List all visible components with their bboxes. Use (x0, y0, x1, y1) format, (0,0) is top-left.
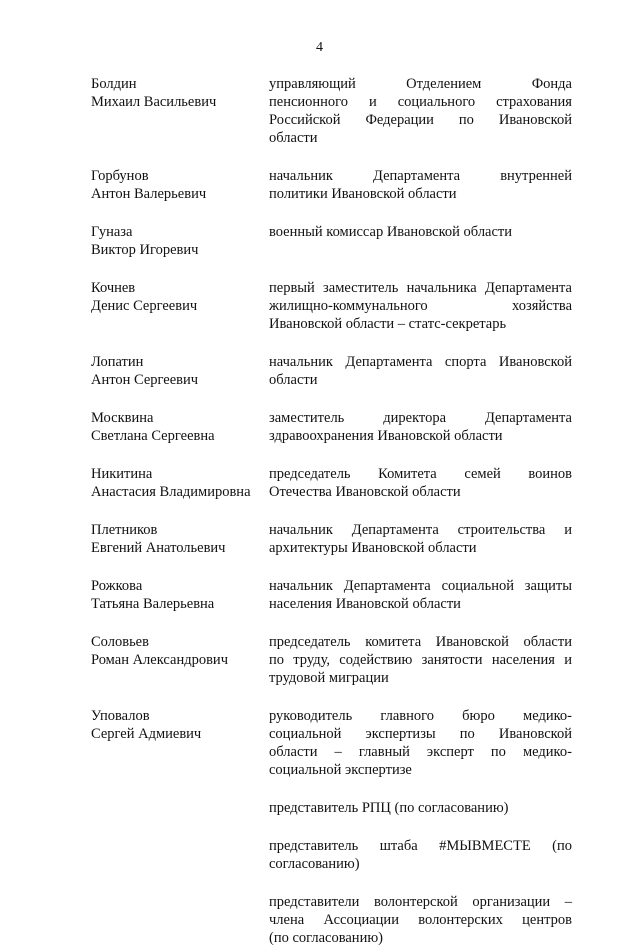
member-entry (91, 707, 572, 779)
role-word: содействию (339, 652, 413, 668)
member-surname: Гуназа (91, 224, 133, 240)
member-given-name: Антон Сергеевич (91, 372, 199, 388)
member-person (91, 279, 269, 315)
role-word: – (334, 744, 342, 760)
role-word: Комитета (378, 466, 437, 482)
role-word: внутренней (500, 168, 572, 184)
role-word: экспертизы (365, 726, 436, 742)
member-role-line: области (269, 130, 318, 146)
member-role-line (269, 279, 572, 297)
member-role-line: населения Ивановской области (269, 596, 461, 612)
role-word: по (269, 652, 285, 668)
member-entry (91, 465, 572, 501)
member-given-name: Роман Александрович (91, 652, 228, 668)
role-word: волонтерской (373, 894, 458, 910)
role-word: по (490, 744, 506, 760)
role-word: жилищно-коммунального (269, 298, 428, 314)
member-role-line (269, 651, 572, 669)
member-role-line: области (269, 372, 318, 388)
role-word: строительства (457, 522, 546, 538)
member-surname: Соловьев (91, 634, 149, 650)
member-entry (91, 409, 572, 445)
role-word: медико- (523, 708, 572, 724)
role-word: начальник (269, 522, 333, 538)
role-word: Департамента (351, 522, 439, 538)
member-role-line (269, 297, 572, 315)
member-entry (91, 223, 572, 259)
member-given-name: Сергей Адмиевич (91, 726, 202, 742)
role-word: воинов (528, 466, 572, 482)
member-role-line (269, 707, 572, 725)
member-surname: Кочнев (91, 280, 136, 296)
role-word: области (523, 634, 572, 650)
member-entry (91, 893, 572, 947)
member-person (91, 465, 269, 501)
member-role-line (269, 837, 572, 855)
role-word: Департамента (343, 578, 431, 594)
role-word: руководитель (269, 708, 353, 724)
member-person (91, 521, 269, 557)
member-given-name: Антон Валерьевич (91, 186, 207, 202)
member-role-line: здравоохранения Ивановской области (269, 428, 503, 444)
member-role-line (269, 521, 572, 539)
member-person (91, 223, 269, 259)
role-word: председатель (269, 634, 351, 650)
role-word: Ивановской (498, 354, 572, 370)
role-word: пенсионного (269, 94, 349, 110)
role-word: представитель (269, 838, 359, 854)
role-word: заместитель (269, 410, 345, 426)
role-word: волонтерских (418, 912, 503, 928)
role-word: труду, (293, 652, 331, 668)
role-word: начальник (269, 354, 333, 370)
member-surname: Уповалов (91, 708, 150, 724)
member-surname: Плетников (91, 522, 158, 538)
role-word: Ивановской (435, 634, 509, 650)
role-word: семей (464, 466, 501, 482)
member-entry (91, 633, 572, 687)
role-word: начальника (406, 280, 477, 296)
member-role-line (269, 93, 572, 111)
role-word: директора (383, 410, 447, 426)
member-person (91, 167, 269, 203)
member-role (269, 707, 572, 779)
member-given-name: Светлана Сергеевна (91, 428, 215, 444)
member-given-name: Татьяна Валерьевна (91, 596, 215, 612)
member-surname: Москвина (91, 410, 154, 426)
member-entry (91, 279, 572, 333)
member-role-line (269, 633, 572, 651)
member-given-name: Анастасия Владимировна (91, 484, 251, 500)
member-role-line: согласованию) (269, 856, 360, 872)
member-role-line (269, 75, 572, 93)
member-entry (91, 577, 572, 613)
role-word: Российской (269, 112, 341, 128)
member-role (269, 799, 572, 817)
member-entry (91, 353, 572, 389)
member-entry (91, 837, 572, 873)
role-word: главный (358, 744, 410, 760)
member-role (269, 633, 572, 687)
role-word: организации (472, 894, 551, 910)
member-role-line (269, 743, 572, 761)
member-role-line: трудовой миграции (269, 670, 389, 686)
member-surname: Горбунов (91, 168, 149, 184)
role-word: штаба (379, 838, 418, 854)
member-surname: Болдин (91, 76, 137, 92)
role-word: занятости (421, 652, 483, 668)
role-word: члена (269, 912, 305, 928)
role-word: бюро (462, 708, 495, 724)
member-person (91, 707, 269, 743)
page-number: 4 (316, 40, 323, 55)
member-surname: Лопатин (91, 354, 144, 370)
role-word: Фонда (531, 76, 572, 92)
role-word: – (564, 894, 572, 910)
role-word: эксперт (426, 744, 474, 760)
role-word: по (459, 726, 475, 742)
member-role-line: военный комиссар Ивановской области (269, 224, 513, 240)
role-word: Департамента (345, 354, 433, 370)
member-role-line (269, 725, 572, 743)
role-word: начальник (269, 168, 333, 184)
role-word: Ивановской (498, 112, 572, 128)
member-role (269, 353, 572, 389)
role-word: населения (491, 652, 555, 668)
member-role-line: (по согласованию) (269, 930, 383, 946)
role-word: и (564, 652, 572, 668)
role-word: Федерации (365, 112, 434, 128)
role-word: (по (552, 838, 572, 854)
role-word: области (269, 744, 318, 760)
role-word: социального (397, 94, 476, 110)
member-role-line: политики Ивановской области (269, 186, 457, 202)
member-role (269, 167, 572, 203)
member-surname: Рожкова (91, 578, 143, 594)
role-word: управляющий (269, 76, 356, 92)
member-person (91, 577, 269, 613)
role-word: центров (522, 912, 572, 928)
member-person (91, 633, 269, 669)
member-given-name: Евгений Анатольевич (91, 540, 226, 556)
role-word: по (458, 112, 474, 128)
role-word: заместитель (323, 280, 399, 296)
member-entry (91, 799, 572, 817)
member-surname: Никитина (91, 466, 153, 482)
role-word: #МЫВМЕСТЕ (439, 838, 531, 854)
member-role-line (269, 893, 572, 911)
member-role-line: Ивановской области – статс-секретарь (269, 316, 507, 332)
role-word: социальной (441, 578, 514, 594)
member-role-line (269, 353, 572, 371)
member-role (269, 279, 572, 333)
role-word: социальной (269, 726, 342, 742)
member-role-line (269, 167, 572, 185)
member-entry (91, 75, 572, 147)
member-role (269, 223, 572, 241)
member-role-line: Отечества Ивановской области (269, 484, 461, 500)
role-word: и (368, 94, 377, 110)
role-word: комитета (365, 634, 422, 650)
member-role (269, 75, 572, 147)
member-given-name: Михаил Васильевич (91, 94, 217, 110)
member-role-line (269, 577, 572, 595)
member-role (269, 837, 572, 873)
member-list (91, 75, 572, 947)
role-word: главного (380, 708, 434, 724)
member-role (269, 577, 572, 613)
role-word: Департамента (484, 410, 572, 426)
member-entry (91, 167, 572, 203)
member-role-line: представитель РПЦ (по согласованию) (269, 800, 509, 816)
role-word: Отделением (406, 76, 482, 92)
role-word: медико- (523, 744, 572, 760)
member-role (269, 465, 572, 501)
role-word: Ассоциации (323, 912, 399, 928)
member-entry (91, 521, 572, 557)
member-role-line (269, 465, 572, 483)
role-word: председатель (269, 466, 351, 482)
member-person (91, 353, 269, 389)
role-word: Департамента (484, 280, 572, 296)
role-word: первый (269, 280, 315, 296)
member-role (269, 521, 572, 557)
member-role-line: социальной экспертизе (269, 762, 412, 778)
role-word: начальник (269, 578, 333, 594)
role-word: представители (269, 894, 360, 910)
member-role (269, 893, 572, 947)
member-person (91, 75, 269, 111)
member-given-name: Денис Сергеевич (91, 298, 198, 314)
member-role-line (269, 911, 572, 929)
member-person (91, 409, 269, 445)
role-word: спорта (444, 354, 487, 370)
member-given-name: Виктор Игоревич (91, 242, 199, 258)
member-role-line: архитектуры Ивановской области (269, 540, 477, 556)
role-word: Департамента (373, 168, 461, 184)
role-word: и (564, 522, 572, 538)
member-role-line (269, 409, 572, 427)
role-word: хозяйства (512, 298, 572, 314)
role-word: защиты (524, 578, 572, 594)
member-role-line (269, 111, 572, 129)
role-word: Ивановской (498, 726, 572, 742)
member-role (269, 409, 572, 445)
role-word: страхования (496, 94, 572, 110)
